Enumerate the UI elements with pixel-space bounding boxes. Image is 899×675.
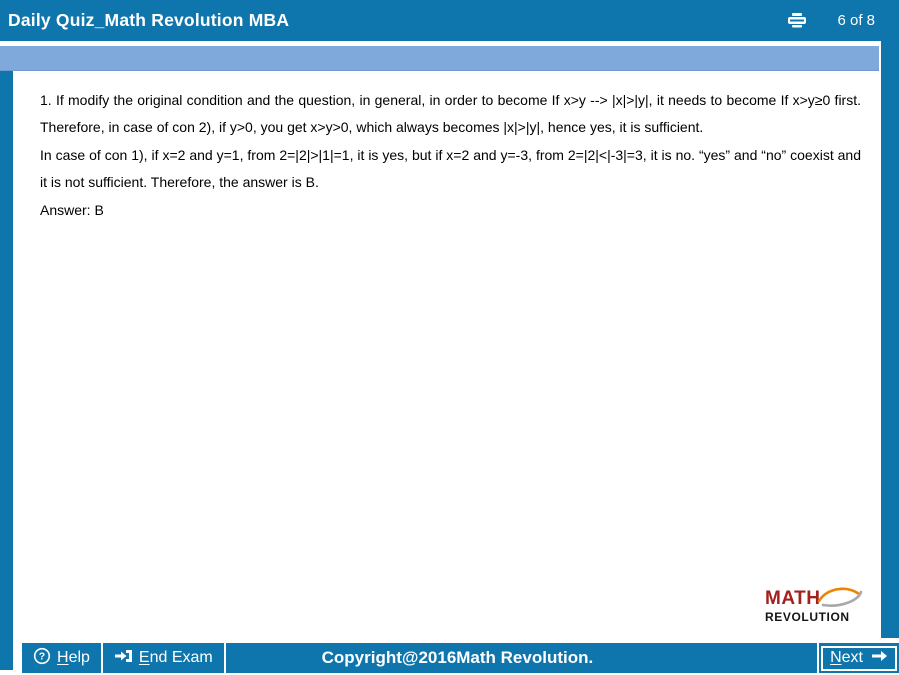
printer-icon bbox=[787, 15, 807, 32]
end-exam-button-label: End Exam bbox=[138, 649, 213, 666]
help-icon bbox=[33, 647, 51, 670]
next-button[interactable] bbox=[821, 646, 897, 671]
next-button-wrap bbox=[819, 643, 899, 673]
help-button-label: Help bbox=[57, 649, 90, 666]
logo-top-row bbox=[765, 589, 875, 611]
explanation-paragraph-2: In case of con 1), if x=2 and y=1, from 2=|2|>|1|=1, it is yes, but if x=2 and y=-3, from 2=|2|<|-3|=3, it is no. “yes” and “no” coexist and it is not sufficient. Therefore, the answer is B. bbox=[40, 147, 861, 190]
left-edge-strip bbox=[0, 71, 13, 670]
help-button[interactable] bbox=[22, 643, 101, 673]
copyright-text: Copyright@2016Math Revolution. bbox=[321, 648, 594, 667]
footer-bar bbox=[22, 643, 899, 673]
explanation-paragraph-1: 1. If modify the original condition and the question, in general, in order to become If x>y --> |x|>|y|, it needs to become If x>y≥0 first. Therefore, in case of con 2), if y>0, you get x>y>0, which always becomes |x|>|y|, hence yes, it is sufficient. bbox=[40, 92, 861, 135]
header-bar bbox=[0, 0, 899, 41]
arrow-right-icon bbox=[871, 649, 888, 668]
logo-word-math: MATH bbox=[765, 588, 821, 609]
exit-icon bbox=[114, 648, 133, 669]
end-exam-button[interactable] bbox=[103, 643, 224, 673]
page-indicator: 6 of 8 bbox=[837, 12, 875, 29]
right-edge-strip bbox=[881, 41, 899, 638]
toolbar-band bbox=[0, 46, 879, 71]
svg-text:?: ? bbox=[38, 650, 46, 663]
page-title: Daily Quiz_Math Revolution MBA bbox=[8, 10, 290, 30]
next-button-label: Next bbox=[830, 649, 863, 666]
explanation-content bbox=[40, 87, 861, 225]
answer-line: Answer: B bbox=[40, 202, 104, 218]
logo-word-revolution: REVOLUTION bbox=[765, 610, 850, 624]
math-revolution-logo bbox=[765, 589, 875, 624]
print-button[interactable] bbox=[787, 13, 807, 28]
